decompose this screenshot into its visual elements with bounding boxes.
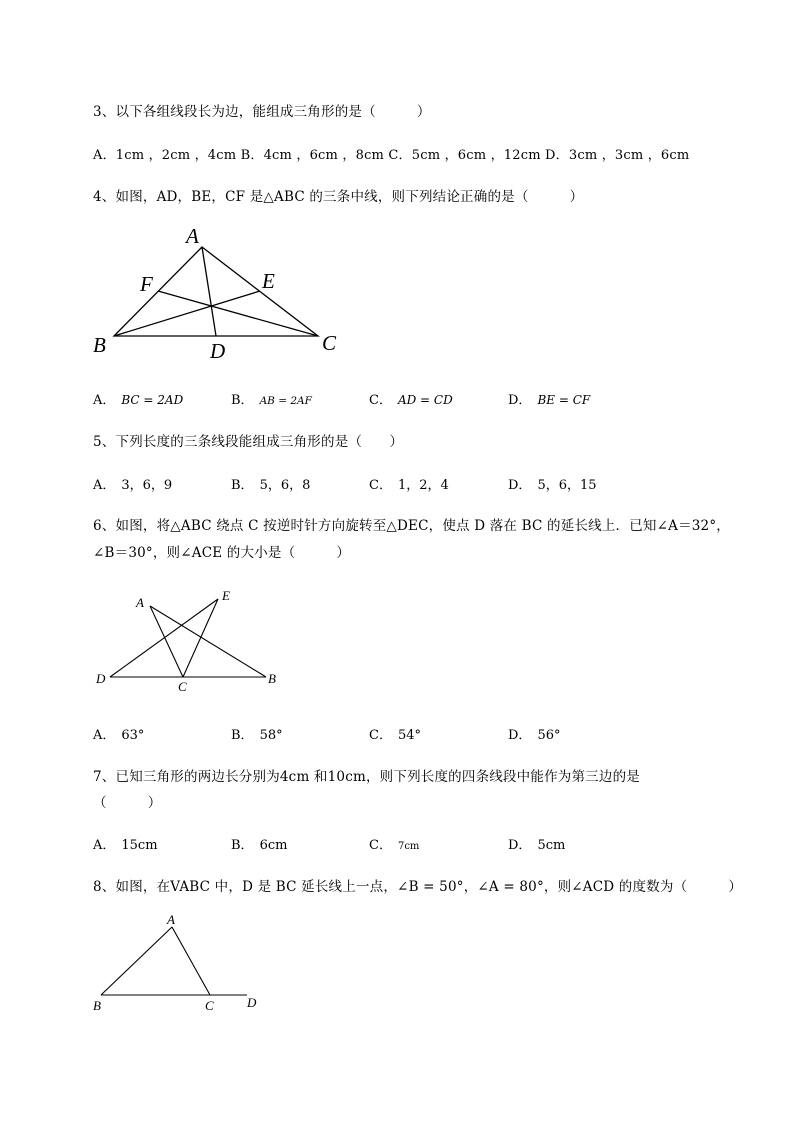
q7-option-a: A． 15cm (93, 838, 158, 853)
q5-stem: 5、下列长度的三条线段能组成三角形的是（ ） (93, 434, 404, 450)
q4-option-d: D． BE = CF (508, 393, 591, 408)
q4-label-e: E (262, 269, 275, 293)
q4-option-a: A． BC = 2AD (93, 393, 184, 408)
q6-label-a: A (136, 595, 144, 610)
q7-stem-line2: （ ） (93, 795, 162, 811)
q6-label-e: E (222, 588, 230, 603)
q6-option-c: C． 54° (369, 728, 421, 743)
q4-label-f: F (140, 272, 153, 296)
q4-label-b: B (93, 333, 106, 357)
q7-option-d: D． 5cm (508, 838, 566, 853)
q5-option-d: D． 5，6，15 (508, 478, 597, 493)
q4-stem: 4、如图，AD，BE，CF 是△ABC 的三条中线，则下列结论正确的是（ ） (93, 189, 584, 205)
q4-label-c: C (322, 331, 337, 355)
q7-stem-line1: 7、已知三角形的两边长分别为4cm 和10cm，则下列长度的四条线段中能作为第三边的是 (93, 769, 640, 785)
q6-option-a: A． 63° (93, 728, 145, 743)
q8-label-d: D (247, 995, 257, 1010)
q8-label-a: A (167, 912, 175, 927)
q6-label-b: B (268, 671, 276, 686)
q3-options: A．1cm ，2cm ，4cm B．4cm ，6cm ，8cm C．5cm ，6cm ，12cm D．3cm ，3cm ，6cm (93, 148, 690, 163)
q4-option-b: B． AB = 2AF (231, 393, 312, 408)
q8-stem: 8、如图，在VABC 中，D 是 BC 延长线上一点，∠B = 50°，∠A = 80°，则∠ACD 的度数为（ ） (93, 879, 743, 895)
q4-option-c: C． AD = CD (369, 393, 453, 408)
q4-label-d: D (210, 339, 226, 363)
q6-option-d: D． 56° (508, 728, 561, 743)
q7-option-b: B． 6cm (231, 838, 288, 853)
q5-option-c: C． 1，2，4 (369, 478, 449, 493)
q5-option-a: A． 3，6，9 (93, 478, 173, 493)
q8-label-b: B (93, 998, 101, 1013)
q8-label-c: C (205, 998, 214, 1013)
q6-option-b: B． 58° (231, 728, 283, 743)
q4-label-a: A (186, 224, 199, 248)
q6-stem-line1: 6、如图，将△ABC 绕点 C 按逆时针方向旋转至△DEC，使点 D 落在 BC 的延长线上．已知∠A＝32°， (93, 518, 730, 534)
q8-segment-ab (101, 927, 172, 995)
q6-label-d: D (96, 671, 106, 686)
q6-stem-line2: ∠B＝30°，则∠ACE 的大小是（ ） (93, 545, 351, 561)
q8-segment-ac (172, 927, 210, 995)
q5-option-b: B． 5，6，8 (231, 478, 311, 493)
q3-stem: 3、以下各组线段长为边，能组成三角形的是（ ） (93, 104, 431, 120)
q7-option-c: C． 7cm (369, 838, 420, 853)
q6-label-c: C (178, 679, 187, 694)
